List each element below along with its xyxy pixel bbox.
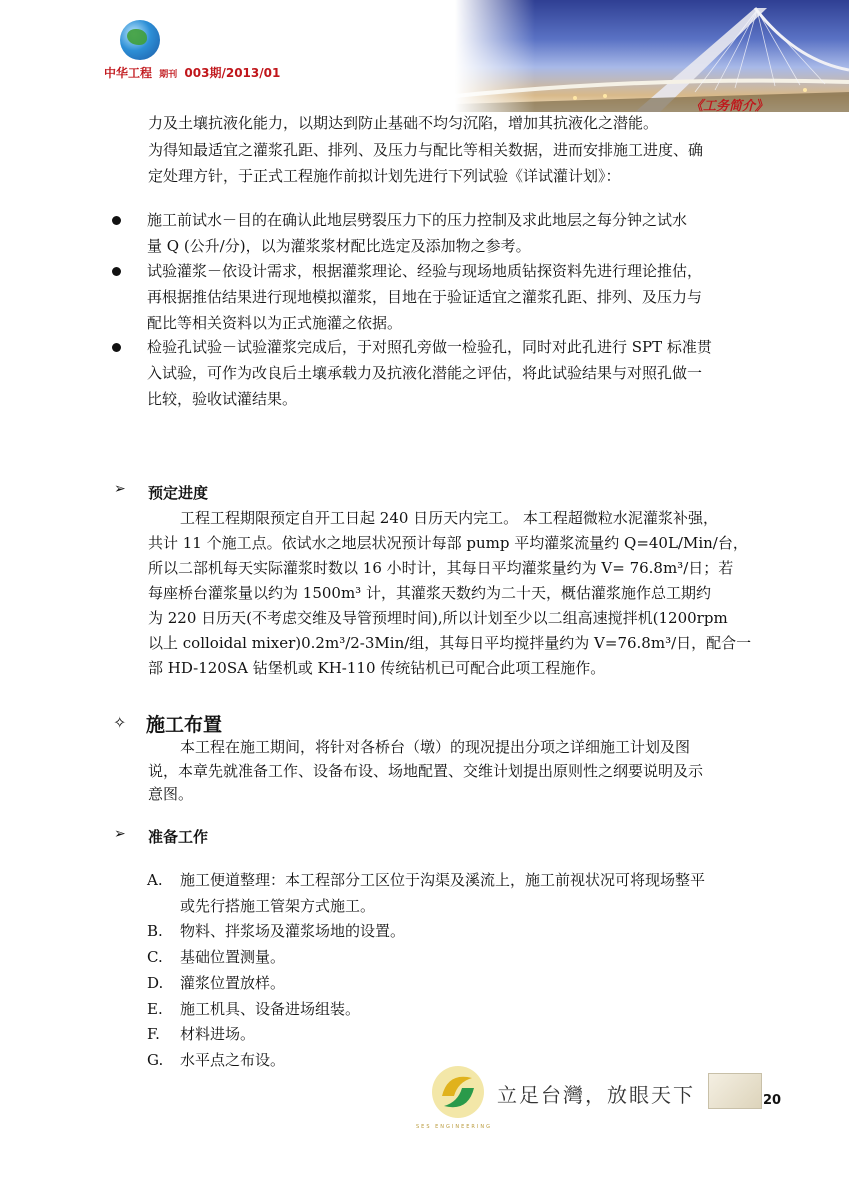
prep-item-a-line-1: 施工便道整理：本工程部分工区位于沟渠及溪流上，施工前视状况可将现场整平 <box>180 871 706 889</box>
prep-item-g-line-1: 水平点之布设。 <box>180 1051 286 1069</box>
layout-line-1: 本工程在施工期间，将针对各桥台（墩）的现况提出分项之详细施工计划及图 <box>180 738 691 756</box>
schedule-line-2: 共计 11 个施工点。依试水之地层状况预计每部 pump 平均灌浆流量约 Q=40L/Min/台， <box>148 534 748 552</box>
bullet-3-line-1: 检验孔试验－试验灌浆完成后，于对照孔旁做一检验孔，同时对此孔进行 SPT 标准贯 <box>147 338 712 356</box>
schedule-line-5: 为 220 日历天(不考虑交维及导管预埋时间),所以计划至少以二组高速搅拌机(1200rpm <box>148 609 728 627</box>
layout-line-2: 说，本章先就准备工作、设备布设、场地配置、交维计划提出原则性之纲要说明及示 <box>148 762 704 780</box>
intro-line-3: 定处理方针，于正式工程施作前拟计划先进行下列试验《详试灌计划》： <box>148 167 621 185</box>
intro-line-1: 力及土壤抗液化能力，以期达到防止基础不均匀沉陷，增加其抗液化之潜能。 <box>148 114 659 132</box>
prep-item-d-line-1: 灌浆位置放样。 <box>180 974 286 992</box>
layout-heading: 施工布置 <box>146 714 223 736</box>
bullet-3-line-2: 入试验，可作为改良后土壤承载力及抗液化潜能之评估，将此试验结果与对照孔做一 <box>147 364 703 382</box>
prep-item-c-letter: C. <box>147 948 163 966</box>
prep-item-e-line-1: 施工机具、设备进场组装。 <box>180 1000 361 1018</box>
arrow-bullet-icon: ➢ <box>114 826 126 842</box>
bullet-3-line-3: 比较，验收试灌结果。 <box>147 390 298 408</box>
prep-item-a-line-2: 或先行搭施工管架方式施工。 <box>180 897 376 915</box>
schedule-line-1: 工程工程期限预定自开工日起 240 日历天内完工。 本工程超微粒水泥灌浆补强， <box>180 509 718 527</box>
magazine-kind: 期刊 <box>159 70 178 80</box>
footer-slogan: 立足台灣，放眼天下 <box>497 1083 695 1107</box>
intro-line-2: 为得知最适宜之灌浆孔距、排列、及压力与配比等相关数据，进而安排施工进度、确 <box>148 141 704 159</box>
bullet-1-line-1: 施工前试水－目的在确认此地层劈裂压力下的压力控制及求此地层之每分钟之试水 <box>147 211 688 229</box>
bullet-icon <box>112 343 121 352</box>
page-number: 20 <box>763 1093 782 1108</box>
company-logo-text: SES ENGINEERING <box>416 1124 492 1130</box>
bullet-icon <box>112 267 121 276</box>
preparation-heading: 准备工作 <box>148 828 209 846</box>
prep-item-a-letter: A. <box>147 871 163 889</box>
diamond-bullet-icon: ✧ <box>113 713 127 732</box>
prep-item-e-letter: E. <box>147 1000 163 1018</box>
prep-item-c-line-1: 基础位置测量。 <box>180 948 286 966</box>
prep-item-b-line-1: 物料、拌浆场及灌浆场地的设置。 <box>180 922 406 940</box>
prep-item-b-letter: B. <box>147 922 163 940</box>
schedule-line-3: 所以二部机每天实际灌浆时数以 16 小时计，其每日平均灌浆量约为 V= 76.8m³/日；若 <box>148 559 734 577</box>
prep-item-f-letter: F. <box>147 1025 160 1043</box>
schedule-line-6: 以上 colloidal mixer)0.2m³/2-3Min/组，其每日平均搅拌量约为 V=76.8m³/日，配合一 <box>148 634 752 652</box>
bullet-icon <box>112 216 121 225</box>
arrow-bullet-icon: ➢ <box>114 481 126 497</box>
issue-number: 003期/2013/01 <box>184 66 281 80</box>
schedule-line-4: 每座桥台灌浆量以约为 1500m³ 计，其灌浆天数约为二十天，概估灌浆施作总工期约 <box>148 584 711 602</box>
section-tag: 《工务简介》 <box>690 99 769 114</box>
schedule-heading: 预定进度 <box>148 484 209 502</box>
prep-item-f-line-1: 材料进场。 <box>180 1025 256 1043</box>
company-logo-icon <box>428 1062 488 1122</box>
bullet-2-line-2: 再根据推估结果进行现地模拟灌浆，目地在于验证适宜之灌浆孔距、排列、及压力与 <box>147 288 703 306</box>
magazine-name: 中华工程 <box>104 66 153 80</box>
layout-line-3: 意图。 <box>148 785 194 803</box>
calligraphy-scroll-image <box>708 1073 762 1109</box>
bullet-1-line-2: 量 Q (公升/分)，以为灌浆浆材配比选定及添加物之参考。 <box>147 237 531 255</box>
prep-item-d-letter: D. <box>147 974 164 992</box>
bullet-2-line-3: 配比等相关资料以为正式施灌之依据。 <box>147 314 403 332</box>
schedule-line-7: 部 HD-120SA 钻堡机或 KH-110 传统钻机已可配合此项工程施作。 <box>148 659 606 677</box>
prep-item-g-letter: G. <box>147 1051 164 1069</box>
bullet-2-line-1: 试验灌浆－依设计需求，根据灌浆理论、经验与现场地质钻探资料先进行理论推估， <box>147 262 703 280</box>
